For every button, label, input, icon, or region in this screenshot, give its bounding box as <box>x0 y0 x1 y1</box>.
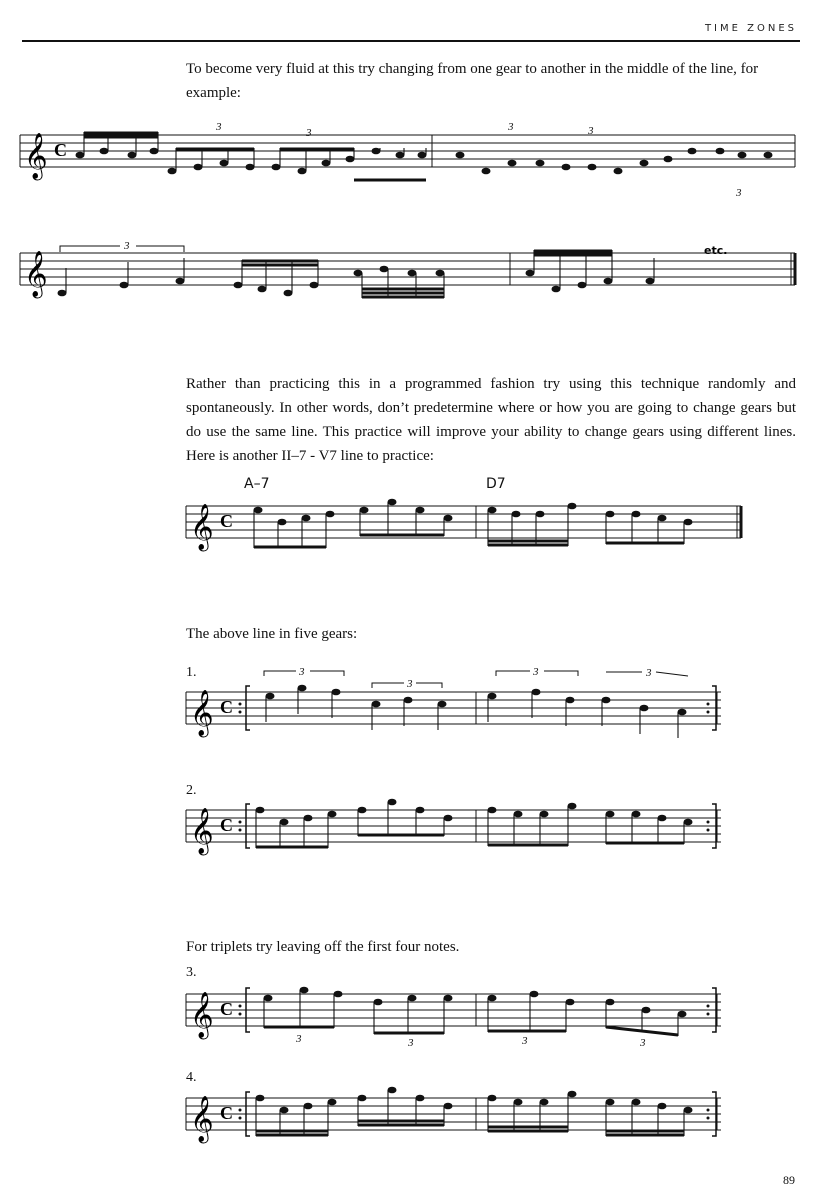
staff-example-3 <box>186 970 726 1050</box>
svg-text:3: 3 <box>306 127 312 139</box>
paragraph-triplets: For triplets try leaving off the first four notes. <box>186 939 460 955</box>
svg-text:C: C <box>220 697 233 717</box>
treble-clef-icon: 𝄞 <box>24 133 48 179</box>
svg-text:3: 3 <box>407 678 413 690</box>
staff-example-4 <box>186 1074 726 1154</box>
svg-text:C: C <box>220 815 233 835</box>
paragraph-five-gears: The above line in five gears: <box>186 626 358 642</box>
paragraph-practice: Rather than practicing this in a programmed fashion try using this technique randomly and spontaneously. In other words, don’t predetermine where or how you are going to change gears but do use the same line. This practice will improve your ability to change gears using different lines. Here is another II–7 - V7 line to practice: <box>186 376 796 464</box>
svg-text:3: 3 <box>736 187 742 199</box>
treble-clef-icon: 𝄞 <box>190 690 214 736</box>
header-rule <box>22 40 800 42</box>
svg-text:3: 3 <box>216 121 222 133</box>
svg-text:3: 3 <box>299 666 305 678</box>
svg-text:3: 3 <box>522 1035 528 1047</box>
example-label-3: 3. <box>186 965 197 980</box>
svg-text:3: 3 <box>124 240 130 252</box>
example-label-2: 2. <box>186 783 197 798</box>
svg-text:3: 3 <box>640 1037 646 1049</box>
time-signature: C <box>54 140 67 160</box>
page-number: 89 <box>783 1173 795 1187</box>
staff-example-2 <box>186 782 726 862</box>
svg-text:C: C <box>220 999 233 1019</box>
svg-text:3: 3 <box>508 121 514 133</box>
svg-text:C: C <box>220 511 233 531</box>
example-label-4: 4. <box>186 1070 197 1085</box>
svg-text:3: 3 <box>408 1037 414 1049</box>
staff-example-1 <box>186 664 726 744</box>
treble-clef-icon: 𝄞 <box>190 992 214 1038</box>
example-label-1: 1. <box>186 665 197 680</box>
svg-text:3: 3 <box>588 125 594 137</box>
treble-clef-icon: 𝄞 <box>24 251 48 297</box>
svg-text:3: 3 <box>533 666 539 678</box>
svg-text:C: C <box>220 1103 233 1123</box>
staff-ii-v-line <box>186 492 746 562</box>
treble-clef-icon: 𝄞 <box>190 808 214 854</box>
svg-text:3: 3 <box>646 667 652 679</box>
treble-clef-icon: 𝄞 <box>190 1096 214 1142</box>
svg-text:3: 3 <box>296 1033 302 1045</box>
running-head: TIME ZONES <box>704 23 797 34</box>
chord-symbol-d7: D7 <box>486 476 506 492</box>
staff-example-line-1 <box>20 120 800 200</box>
paragraph-intro: To become very fluid at this try changing from one gear to another in the middle of the line, for example: <box>186 61 759 101</box>
treble-clef-icon: 𝄞 <box>190 504 214 550</box>
chord-symbol-a-minor-7: A–7 <box>244 476 270 492</box>
staff-example-line-2 <box>20 238 800 318</box>
etc-marking: etc. <box>704 244 728 257</box>
